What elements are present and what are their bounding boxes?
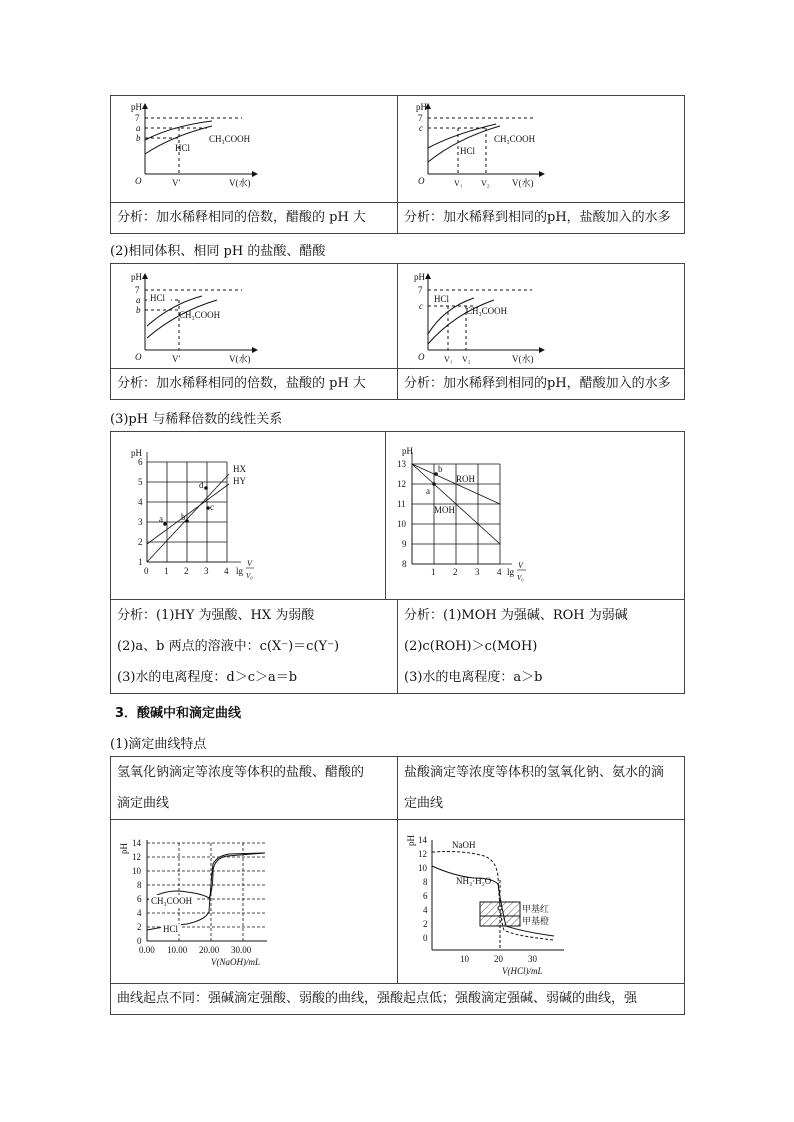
curve-label: CH₃COOH <box>466 306 508 316</box>
x-tick: V' <box>172 354 181 364</box>
y-axis-label: pH <box>402 446 413 456</box>
x-axis-frac: V₀ <box>246 572 253 580</box>
y-tick: 2 <box>138 537 143 547</box>
x-tick: 4 <box>224 566 229 576</box>
y-tick: 12 <box>397 479 406 489</box>
x-tick: V₁ <box>444 355 453 364</box>
x-tick: 2 <box>184 566 189 576</box>
y-tick: 10 <box>132 866 141 876</box>
table-ph-linear <box>110 431 685 694</box>
point-label: b <box>181 512 186 522</box>
section-title: 3．酸碱中和滴定曲线 <box>115 706 242 721</box>
x-tick: 20 <box>494 954 503 964</box>
line-label: HY <box>233 476 246 486</box>
y-tick: 6 <box>137 894 142 904</box>
x-tick: V₂ <box>462 355 471 364</box>
analysis-text: 分析：加水稀释相同的倍数，醋酸的 pH 大 <box>117 210 366 225</box>
x-tick: 30.00 <box>231 945 252 955</box>
subheading: (2)相同体积、相同 pH 的盐酸、醋酸 <box>110 244 326 259</box>
dilution-graph <box>404 96 694 202</box>
x-tick: 30 <box>528 954 537 964</box>
table-dilution-same-ph <box>110 263 685 400</box>
x-axis-label: V(NaOH)/mL <box>211 957 260 967</box>
curve-label: HCl <box>150 293 166 303</box>
y-axis-label: pH <box>131 448 142 458</box>
y-tick: 9 <box>402 539 407 549</box>
x-axis-label: V(水) <box>512 354 534 364</box>
y-tick: 8 <box>137 880 142 890</box>
point-label: a <box>159 514 163 524</box>
analysis-line: 分析：(1)MOH 为强碱、ROH 为弱碱 <box>404 608 628 623</box>
head-line: 滴定曲线 <box>117 796 170 811</box>
x-axis-label: lg <box>236 566 244 576</box>
x-tick: 4 <box>497 567 502 577</box>
subheading: (1)滴定曲线特点 <box>110 737 207 752</box>
y-tick: 7 <box>135 285 140 295</box>
graph-cell-left <box>111 820 397 983</box>
y-tick: 4 <box>137 908 142 918</box>
graph-cell-right <box>397 96 700 202</box>
x-tick: V₁ <box>454 179 463 188</box>
curve-label: HCl <box>163 924 179 934</box>
x-tick: V' <box>172 178 181 188</box>
analysis-line: (2)a、b 两点的溶液中：c(X⁻)＝c(Y⁻) <box>117 639 340 654</box>
y-tick: 1 <box>138 557 143 567</box>
dilution-graph <box>404 264 694 368</box>
head-cell <box>111 757 397 819</box>
curve-label: CH₃COOH <box>209 134 251 144</box>
origin-label: O <box>135 352 142 362</box>
table-dilution-same-concentration <box>110 95 685 234</box>
y-tick: 4 <box>423 905 428 915</box>
analysis-cell <box>111 600 397 693</box>
x-tick: 20.00 <box>199 945 220 955</box>
x-tick: 10 <box>460 954 469 964</box>
y-tick: 0 <box>137 936 142 946</box>
indicator-label: 甲基橙 <box>522 916 550 926</box>
analysis-text: 分析：加水稀释相同的倍数，盐酸的 pH 大 <box>117 376 366 391</box>
y-tick: 12 <box>132 852 141 862</box>
graph-cell-left <box>111 96 397 202</box>
origin-label: O <box>135 176 142 186</box>
head-line: 定曲线 <box>404 796 444 811</box>
x-axis-label: V(水) <box>229 178 251 188</box>
analysis-line: (3)水的电离程度：d＞c＞a＝b <box>117 670 298 685</box>
graph-cell-right <box>397 820 700 983</box>
point-label: d <box>199 480 204 490</box>
head-line: 氢氧化钠滴定等浓度等体积的盐酸、醋酸的 <box>117 765 365 780</box>
x-axis-frac: V <box>518 561 523 570</box>
y-tick: a <box>136 123 141 133</box>
ph-lg-graph <box>392 432 682 599</box>
y-axis-label: pH <box>131 102 142 112</box>
x-tick: 1 <box>431 567 436 577</box>
y-tick: 2 <box>423 919 428 929</box>
y-tick: 6 <box>423 891 428 901</box>
y-tick: 10 <box>418 863 427 873</box>
analysis-line: (2)c(ROH)＞c(MOH) <box>404 639 538 654</box>
y-tick: 8 <box>423 877 428 887</box>
x-tick: 0.00 <box>139 945 155 955</box>
analysis-text: 分析：加水稀释到相同的pH，盐酸加入的水多 <box>397 203 684 233</box>
line-label: HX <box>233 464 246 474</box>
x-axis-label: V(水) <box>229 354 251 364</box>
head-line: 盐酸滴定等浓度等体积的氢氧化钠、氨水的滴 <box>404 765 665 780</box>
curve-label: HCl <box>175 143 191 153</box>
y-tick: b <box>136 305 141 315</box>
y-tick: 13 <box>397 459 406 469</box>
y-tick: 3 <box>138 517 143 527</box>
curve-label: CH₃COOH <box>494 134 536 144</box>
subheading: (3)pH 与稀释倍数的线性关系 <box>110 412 283 427</box>
y-tick: 2 <box>137 922 142 932</box>
y-tick: c <box>419 301 423 311</box>
y-tick: b <box>136 133 141 143</box>
line-label: ROH <box>456 474 476 484</box>
analysis-cell <box>397 600 684 693</box>
x-axis-frac: V <box>247 559 252 568</box>
x-axis-label: lg <box>507 567 515 577</box>
y-tick: 0 <box>423 933 428 943</box>
graph-cell-left <box>111 432 385 599</box>
y-tick: 14 <box>418 835 427 845</box>
y-tick: 12 <box>418 849 427 859</box>
analysis-line: 分析：(1)HY 为强酸、HX 为弱酸 <box>117 608 315 623</box>
y-tick: c <box>419 123 423 133</box>
graph-cell-left <box>111 264 397 368</box>
y-axis-label: pH <box>406 835 416 846</box>
x-tick: 2 <box>453 567 458 577</box>
curve-label: CH₃COOH <box>151 896 193 906</box>
x-axis-frac: V₀ <box>517 574 524 582</box>
curve-label: HCl <box>434 294 450 304</box>
titration-graph <box>404 820 694 983</box>
y-axis-label: pH <box>416 102 427 112</box>
head-cell <box>397 757 684 819</box>
point-label: b <box>438 464 443 474</box>
point-label: c <box>210 502 214 512</box>
analysis-text: 分析：加水稀释到相同的pH，醋酸加入的水多 <box>397 369 684 399</box>
x-tick: 10.00 <box>167 945 188 955</box>
point-label: a <box>426 486 430 496</box>
y-tick: 7 <box>135 113 140 123</box>
footer-text: 曲线起点不同：强碱滴定强酸、弱酸的曲线，强酸起点低；强酸滴定强碱、弱碱的曲线，强 <box>117 991 638 1006</box>
dilution-graph <box>117 96 391 202</box>
y-tick: 7 <box>418 113 423 123</box>
y-tick: 10 <box>397 519 406 529</box>
y-tick: 14 <box>132 838 141 848</box>
dilution-graph <box>117 264 391 368</box>
x-tick: V₂ <box>481 179 490 188</box>
indicator-label: 甲基红 <box>522 904 550 914</box>
ph-lg-graph <box>117 432 379 599</box>
curve-label: NH₃·H₂O <box>456 876 492 886</box>
x-tick: 0 <box>144 566 149 576</box>
graph-cell-right <box>397 264 700 368</box>
y-axis-label: pH <box>119 843 129 854</box>
x-axis-label: V(水) <box>512 178 534 188</box>
x-tick: 3 <box>204 566 209 576</box>
y-tick: 7 <box>418 285 423 295</box>
table-titration <box>110 756 685 1015</box>
y-tick: 4 <box>138 497 143 507</box>
x-tick: 1 <box>164 566 169 576</box>
curve-label: HCl <box>460 146 476 156</box>
x-tick: 3 <box>475 567 480 577</box>
y-tick: 6 <box>138 457 143 467</box>
titration-graph <box>117 820 391 983</box>
curve-label: NaOH <box>452 840 476 850</box>
analysis-line: (3)水的电离程度：a＞b <box>404 670 543 685</box>
line-label: MOH <box>434 505 456 515</box>
y-tick: a <box>136 295 141 305</box>
y-axis-label: pH <box>414 272 425 282</box>
x-axis-label: V(HCl)/mL <box>502 966 543 976</box>
y-tick: 5 <box>138 477 143 487</box>
origin-label: O <box>418 352 425 362</box>
curve-label: CH₃COOH <box>179 310 221 320</box>
y-tick: 11 <box>397 499 406 509</box>
y-tick: 8 <box>402 559 407 569</box>
y-axis-label: pH <box>131 272 142 282</box>
graph-cell-right <box>385 432 688 599</box>
origin-label: O <box>418 176 425 186</box>
